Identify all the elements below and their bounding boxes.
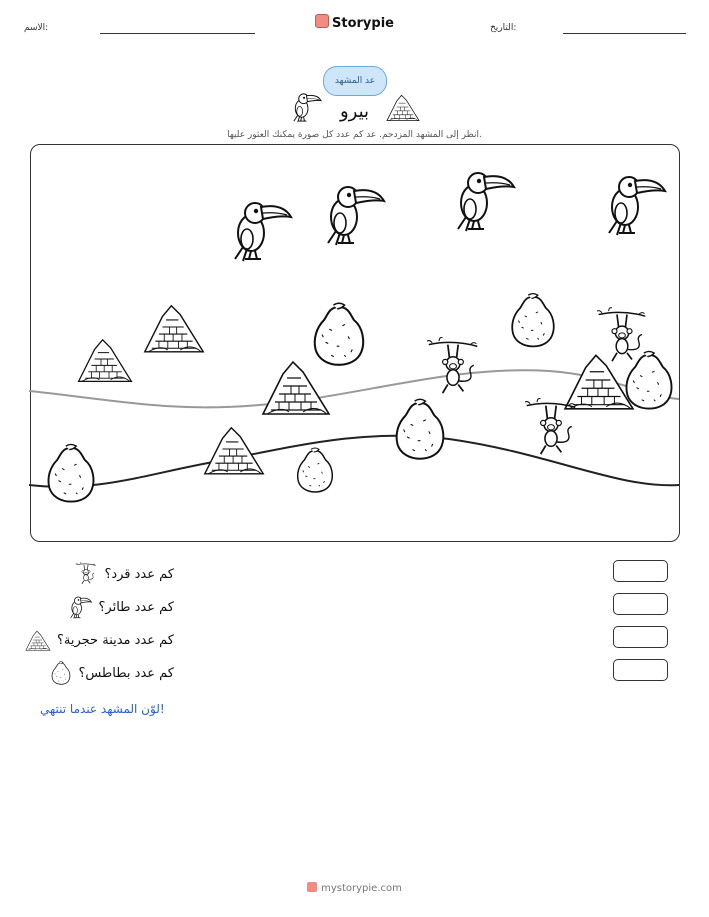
toucan-3 <box>448 165 518 235</box>
storypie-footer-logo-icon <box>307 882 317 892</box>
potato-4 <box>393 397 447 461</box>
question-row-toucan <box>67 596 174 618</box>
name-label: الاسم: <box>24 23 49 33</box>
scene-count-badge: عد المشهد <box>323 66 387 96</box>
question-row-potato <box>50 662 174 684</box>
date-label: التاريخ: <box>490 23 517 33</box>
date-input-line[interactable] <box>563 33 686 34</box>
brand-name: Storypie <box>332 16 394 31</box>
page-title: بيرو <box>339 101 370 122</box>
toucan-2 <box>318 179 388 249</box>
storypie-logo-icon <box>315 14 329 28</box>
question-text: كم عدد طائر؟ <box>98 599 174 615</box>
question-row-monkey <box>74 563 174 585</box>
toucan-icon <box>67 594 93 620</box>
toucan-1 <box>225 195 295 265</box>
answer-box-potato[interactable] <box>613 659 668 681</box>
footer-url[interactable]: mystorypie.com <box>321 883 402 894</box>
instructions: انظر إلى المشهد المزدحم. عد كم عدد كل صورة يمكنك العثور عليها. <box>227 130 482 140</box>
question-text: كم عدد بطاطس؟ <box>78 665 174 681</box>
answer-box-stone-city[interactable] <box>613 626 668 648</box>
name-input-line[interactable] <box>100 33 255 34</box>
stone-city-icon <box>25 629 51 651</box>
monkey-icon <box>74 562 98 586</box>
potato-5 <box>295 443 335 497</box>
potato-icon <box>50 661 72 685</box>
question-row-stone-city <box>25 629 174 651</box>
potato-1 <box>311 301 367 367</box>
title-stone-city-icon <box>386 92 420 122</box>
question-text: كم عدد مدينة حجرية؟ <box>57 632 174 648</box>
footer <box>0 882 709 894</box>
toucan-4 <box>599 169 669 239</box>
stone-city-4 <box>203 421 265 477</box>
monkey-2 <box>597 307 647 367</box>
brand-logo <box>0 14 709 31</box>
potato-2 <box>509 291 557 349</box>
stone-city-1 <box>143 299 205 355</box>
answer-box-monkey[interactable] <box>613 560 668 582</box>
monkey-1 <box>427 337 479 399</box>
potato-6 <box>45 441 97 505</box>
stone-city-2 <box>77 333 133 385</box>
monkey-3 <box>525 397 577 461</box>
scene-frame <box>30 144 680 542</box>
answer-box-toucan[interactable] <box>613 593 668 615</box>
question-text: كم عدد قرد؟ <box>104 566 174 582</box>
coloring-note: لوّن المشهد عندما تنتهي! <box>40 702 165 716</box>
